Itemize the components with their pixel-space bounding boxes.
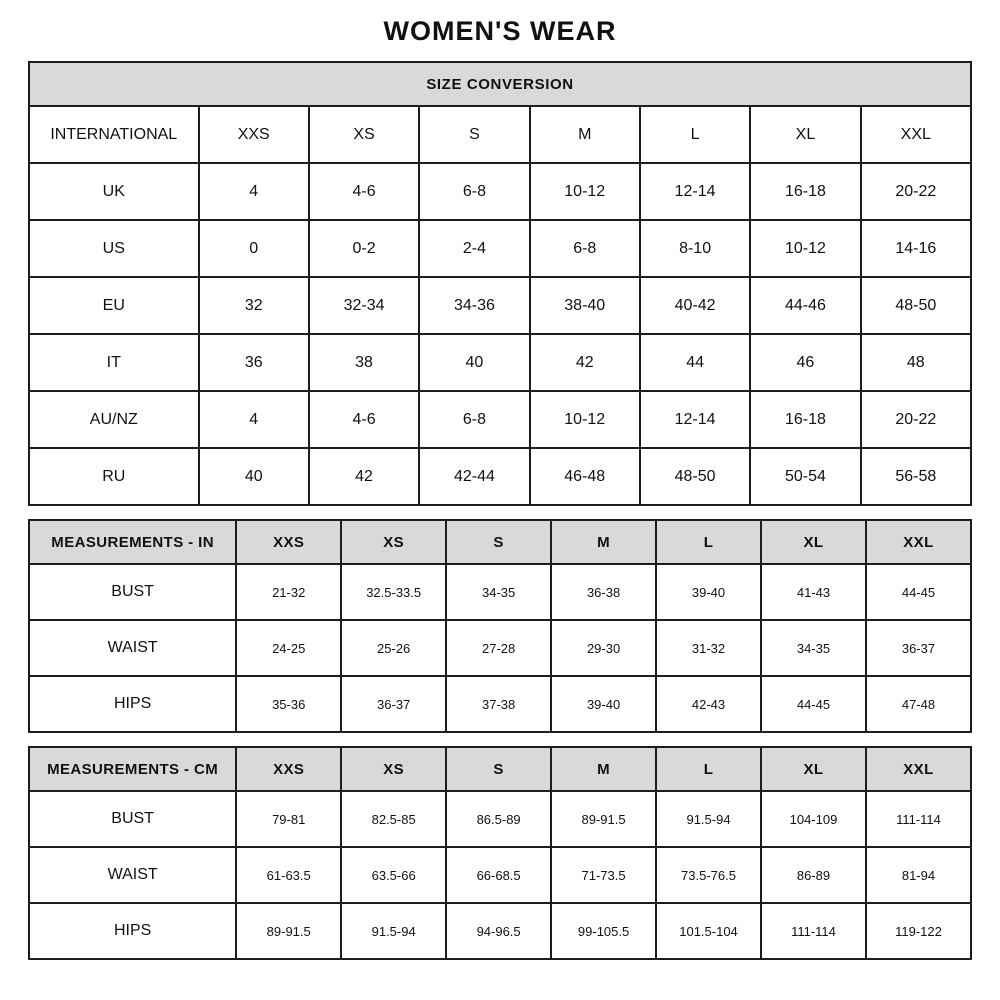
table-row [29,620,971,676]
cell: 0 [199,220,309,277]
cell: 99-105.5 [551,903,656,959]
cell: 111-114 [866,791,971,847]
cell: 111-114 [761,903,866,959]
column-header: S [446,747,551,791]
row-label: WAIST [29,620,236,676]
row-label: BUST [29,564,236,620]
table-row [29,277,971,334]
column-header: XL [761,520,866,564]
column-header: XS [341,747,446,791]
cell: 32-34 [309,277,419,334]
column-header: XXL [866,747,971,791]
cell: 6-8 [419,391,529,448]
table-row [29,448,971,505]
table-row [29,676,971,732]
cell: 39-40 [551,676,656,732]
cell: 56-58 [861,448,971,505]
column-header: M [530,106,640,163]
cell: 42 [530,334,640,391]
column-header: XXS [236,520,341,564]
table-header-row [29,747,971,791]
cell: 6-8 [530,220,640,277]
cell: 101.5-104 [656,903,761,959]
measurements-in-table [28,519,972,733]
table-row [29,391,971,448]
cell: 25-26 [341,620,446,676]
cell: 10-12 [530,163,640,220]
column-header: L [656,747,761,791]
row-label: IT [29,334,199,391]
cell: 34-35 [446,564,551,620]
cell: 94-96.5 [446,903,551,959]
size-conversion-title: SIZE CONVERSION [29,62,971,106]
table-row [29,163,971,220]
table-row [29,334,971,391]
cell: 24-25 [236,620,341,676]
cell: 46 [750,334,860,391]
table-row [29,847,971,903]
cell: 36-37 [341,676,446,732]
cell: 86.5-89 [446,791,551,847]
row-label: HIPS [29,676,236,732]
table-title: MEASUREMENTS - CM [29,747,236,791]
cell: 66-68.5 [446,847,551,903]
cell: 8-10 [640,220,750,277]
cell: 48-50 [861,277,971,334]
cell: 14-16 [861,220,971,277]
cell: 36-37 [866,620,971,676]
cell: 48 [861,334,971,391]
cell: 29-30 [551,620,656,676]
column-header: M [551,747,656,791]
row-label: BUST [29,791,236,847]
cell: 40-42 [640,277,750,334]
cell: 42 [309,448,419,505]
measurements-cm-table [28,746,972,960]
cell: 4-6 [309,391,419,448]
cell: 89-91.5 [551,791,656,847]
cell: 10-12 [750,220,860,277]
cell: 79-81 [236,791,341,847]
cell: 38-40 [530,277,640,334]
table-row [29,903,971,959]
cell: 35-36 [236,676,341,732]
cell: 119-122 [866,903,971,959]
column-header: XXL [861,106,971,163]
cell: 86-89 [761,847,866,903]
cell: 21-32 [236,564,341,620]
cell: 27-28 [446,620,551,676]
row-label: HIPS [29,903,236,959]
cell: 44-46 [750,277,860,334]
cell: 82.5-85 [341,791,446,847]
cell: 10-12 [530,391,640,448]
cell: 91.5-94 [341,903,446,959]
column-header: M [551,520,656,564]
cell: 4 [199,163,309,220]
cell: 63.5-66 [341,847,446,903]
cell: 61-63.5 [236,847,341,903]
cell: 12-14 [640,163,750,220]
cell: 4-6 [309,163,419,220]
size-conversion-table [28,61,972,506]
column-header: XS [341,520,446,564]
table-header-row [29,520,971,564]
cell: 89-91.5 [236,903,341,959]
column-header: S [446,520,551,564]
cell: 34-36 [419,277,529,334]
row-label: WAIST [29,847,236,903]
cell: 20-22 [861,163,971,220]
cell: 91.5-94 [656,791,761,847]
table-row [29,564,971,620]
row-label: UK [29,163,199,220]
cell: 0-2 [309,220,419,277]
cell: 40 [199,448,309,505]
column-header: L [656,520,761,564]
page-title: WOMEN'S WEAR [383,16,617,46]
cell: 46-48 [530,448,640,505]
row-label: EU [29,277,199,334]
cell: 4 [199,391,309,448]
table-title: MEASUREMENTS - IN [29,520,236,564]
cell: 2-4 [419,220,529,277]
cell: 31-32 [656,620,761,676]
cell: 34-35 [761,620,866,676]
column-header: XXL [866,520,971,564]
cell: 16-18 [750,391,860,448]
cell: 44-45 [866,564,971,620]
table-row [29,220,971,277]
column-header: XS [309,106,419,163]
cell: 37-38 [446,676,551,732]
row-label: US [29,220,199,277]
column-header: XL [761,747,866,791]
cell: 12-14 [640,391,750,448]
row-label: AU/NZ [29,391,199,448]
cell: 73.5-76.5 [656,847,761,903]
size-conversion-title-row [29,62,971,106]
cell: 41-43 [761,564,866,620]
column-header: XXS [199,106,309,163]
cell: 44 [640,334,750,391]
cell: 42-44 [419,448,529,505]
cell: 36-38 [551,564,656,620]
column-header: XXS [236,747,341,791]
cell: 32 [199,277,309,334]
cell: 71-73.5 [551,847,656,903]
cell: 38 [309,334,419,391]
cell: 48-50 [640,448,750,505]
cell: 20-22 [861,391,971,448]
row-label: RU [29,448,199,505]
cell: 47-48 [866,676,971,732]
cell: 40 [419,334,529,391]
cell: 44-45 [761,676,866,732]
table-row [29,791,971,847]
cell: 42-43 [656,676,761,732]
column-header: XL [750,106,860,163]
cell: 39-40 [656,564,761,620]
column-header: INTERNATIONAL [29,106,199,163]
cell: 6-8 [419,163,529,220]
cell: 104-109 [761,791,866,847]
cell: 32.5-33.5 [341,564,446,620]
column-header: L [640,106,750,163]
column-header: S [419,106,529,163]
cell: 16-18 [750,163,860,220]
cell: 36 [199,334,309,391]
cell: 50-54 [750,448,860,505]
cell: 81-94 [866,847,971,903]
table-header-row [29,106,971,163]
